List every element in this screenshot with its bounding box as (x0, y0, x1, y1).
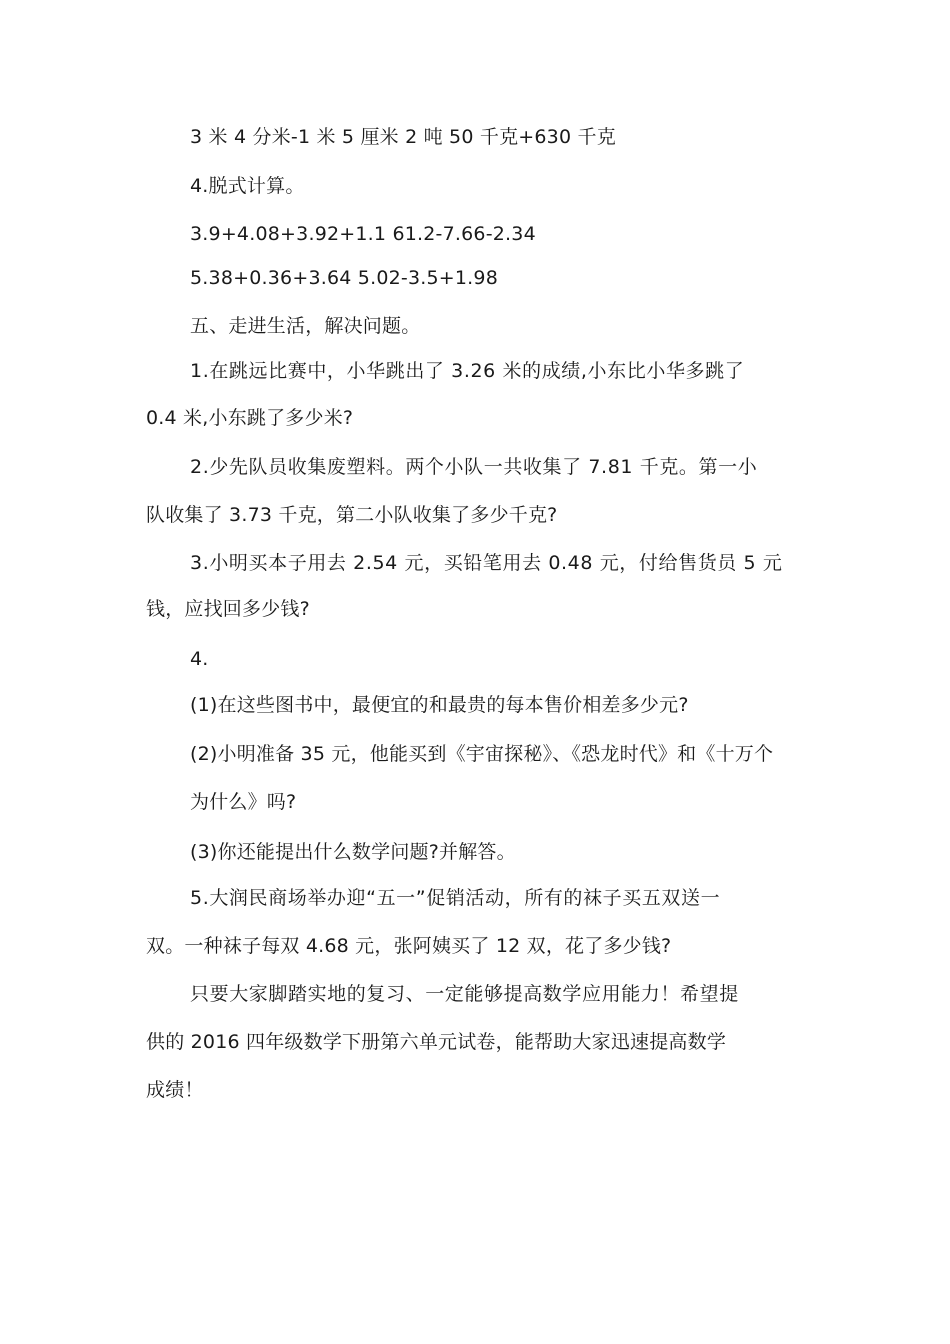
calc-line-2: 5.38+0.36+3.64 5.02-3.5+1.98 (190, 267, 498, 289)
closing-line-3: 成绩！ (146, 1079, 204, 1101)
problem-4-part-2-line-2: 为什么》吗? (190, 791, 297, 813)
section-heading-stepwise: 4.脱式计算。 (190, 175, 305, 197)
problem-5-line-1: 5.大润民商场举办迎“五一”促销活动，所有的袜子买五双送一 (190, 887, 721, 909)
problem-3-line-2: 钱，应找回多少钱? (146, 598, 310, 620)
problem-2-line-1: 2.少先队员收集废塑料。两个小队一共收集了 7.81 千克。第一小 (190, 456, 758, 478)
problem-3-line-1: 3.小明买本子用去 2.54 元，买铅笔用去 0.48 元，付给售货员 5 元 (190, 552, 783, 574)
problem-5-line-2: 双。一种袜子每双 4.68 元，张阿姨买了 12 双，花了多少钱? (146, 935, 672, 957)
unit-conversion-line: 3 米 4 分米-1 米 5 厘米 2 吨 50 千克+630 千克 (190, 126, 616, 148)
problem-4-number: 4. (190, 648, 209, 670)
problem-4-part-2-line-1: (2)小明准备 35 元，他能买到《宇宙探秘》、《恐龙时代》和《十万个 (190, 743, 774, 765)
calc-line-1: 3.9+4.08+3.92+1.1 61.2-7.66-2.34 (190, 223, 536, 245)
problem-1-line-2: 0.4 米,小东跳了多少米? (146, 407, 354, 429)
closing-line-2: 供的 2016 四年级数学下册第六单元试卷，能帮助大家迅速提高数学 (146, 1031, 727, 1053)
closing-line-1: 只要大家脚踏实地的复习、一定能够提高数学应用能力！希望提 (190, 983, 739, 1005)
problem-4-part-3: (3)你还能提出什么数学问题?并解答。 (190, 841, 516, 863)
problem-2-line-2: 队收集了 3.73 千克，第二小队收集了多少千克? (146, 504, 558, 526)
problem-1-line-1: 1.在跳远比赛中，小华跳出了 3.26 米的成绩,小东比小华多跳了 (190, 360, 745, 382)
section-heading-five: 五、走进生活，解决问题。 (190, 315, 421, 337)
problem-4-part-1: (1)在这些图书中，最便宜的和最贵的每本售价相差多少元? (190, 694, 689, 716)
